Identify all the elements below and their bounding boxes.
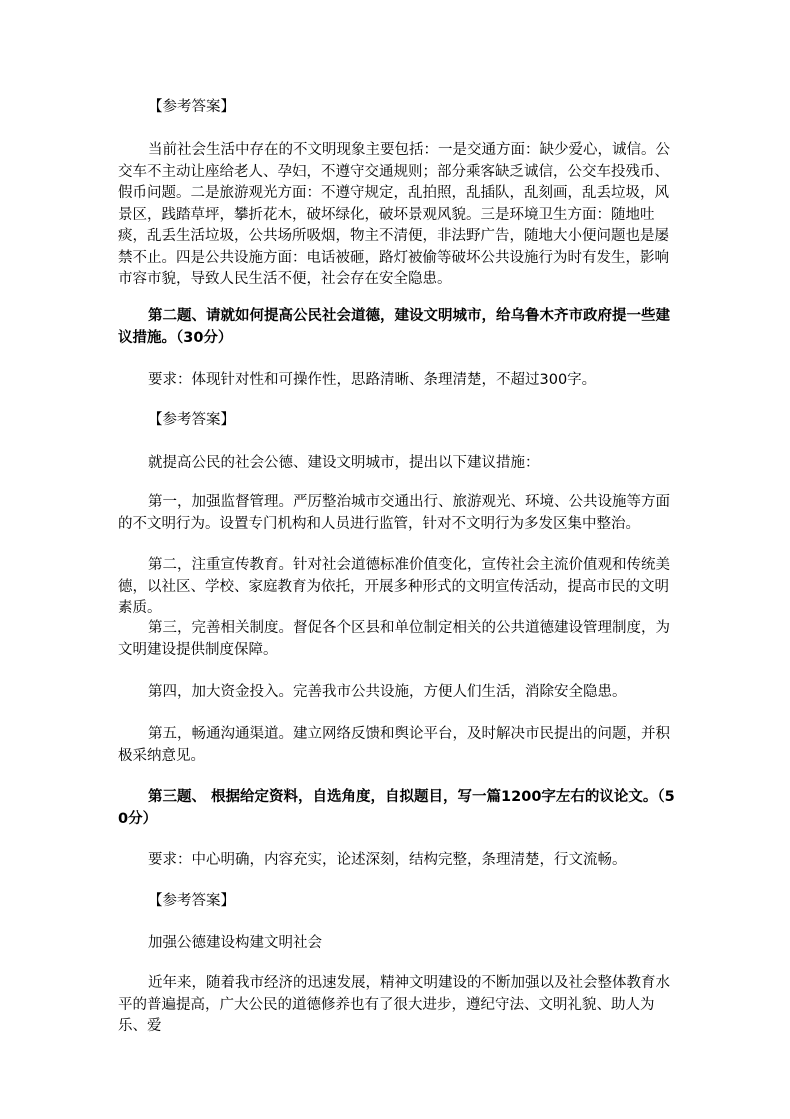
question-3-requirement: 要求：中心明确，内容充实，论述深刻，结构完整，条理清楚，行文流畅。 [148,852,627,868]
answer-intro: 就提高公民的社会公德、建设文明城市，提出以下建议措施： [148,455,540,471]
measure-1: 第一，加强监督管理。严厉整治城市交通出行、旅游观光、环境、公共设施等方面的不文明行为。设置专门机构和人员进行监管，针对不文明行为多发区集中整治。 [118,494,670,532]
answer-paragraph-1: 当前社会生活中存在的不文明现象主要包括：一是交通方面：缺少爱心，诚信。公交车不主动让座给老人、孕妇，不遵守交通规则；部分乘客缺乏诚信，公交车投残币、假币问题。二是旅游观光方面：不遵守规定，乱拍照，乱插队，乱刻画，乱丢垃圾，风景区，践踏草坪，攀折花木，破坏绿化，破坏景观风貌。三是环境卫生方面：随地吐痰，乱丢生活垃圾，公共场所吸烟，物主不清便，非法野广告，随地大小便问题也是屡禁不止。四是公共设施方面：电话被砸，路灯被偷等破坏公共设施行为时有发生，影响市容市貌，导致人民生活不便，社会存在安全隐患。 [118,142,670,287]
measure-5: 第五，畅通沟通渠道。建立网络反馈和舆论平台，及时解决市民提出的问题，并积极采纳意见。 [118,726,670,764]
question-3-heading: 第三题、 根据给定资料，自选角度，自拟题目，写一篇1200字左右的议论文。（50分） [118,789,675,827]
question-2-requirement: 要求：体现针对性和可操作性，思路清晰、条理清楚，不超过300字。 [148,372,597,388]
question-2-heading: 第二题、请就如何提高公民社会道德，建设文明城市，给乌鲁木齐市政府提一些建议措施。（30分） [118,308,670,346]
essay-paragraph-1: 近年来，随着我市经济的迅速发展，精神文明建设的不断加强以及社会整体教育水平的普遍提高，广大公民的道德修养也有了很大进步，遵纪守法、文明礼貌、助人为乐、爱 [118,975,670,1034]
essay-title: 加强公德建设构建文明社会 [148,935,322,951]
measure-2: 第二，注重宣传教育。针对社会道德标准价值变化，宣传社会主流价值观和传统美德，以社区、学校、家庭教育为依托，开展多种形式的文明宣传活动，提高市民的文明素质。 [118,557,670,616]
measure-3: 第三，完善相关制度。督促各个区县和单位制定相关的公共道德建设管理制度，为文明建设提供制度保障。 [118,620,670,658]
reference-answer-heading-1: 【参考答案】 [148,99,235,115]
reference-answer-heading-3: 【参考答案】 [148,893,235,909]
measure-4: 第四，加大资金投入。完善我市公共设施，方便人们生活，消除安全隐患。 [148,684,627,700]
reference-answer-heading-2: 【参考答案】 [148,412,235,428]
